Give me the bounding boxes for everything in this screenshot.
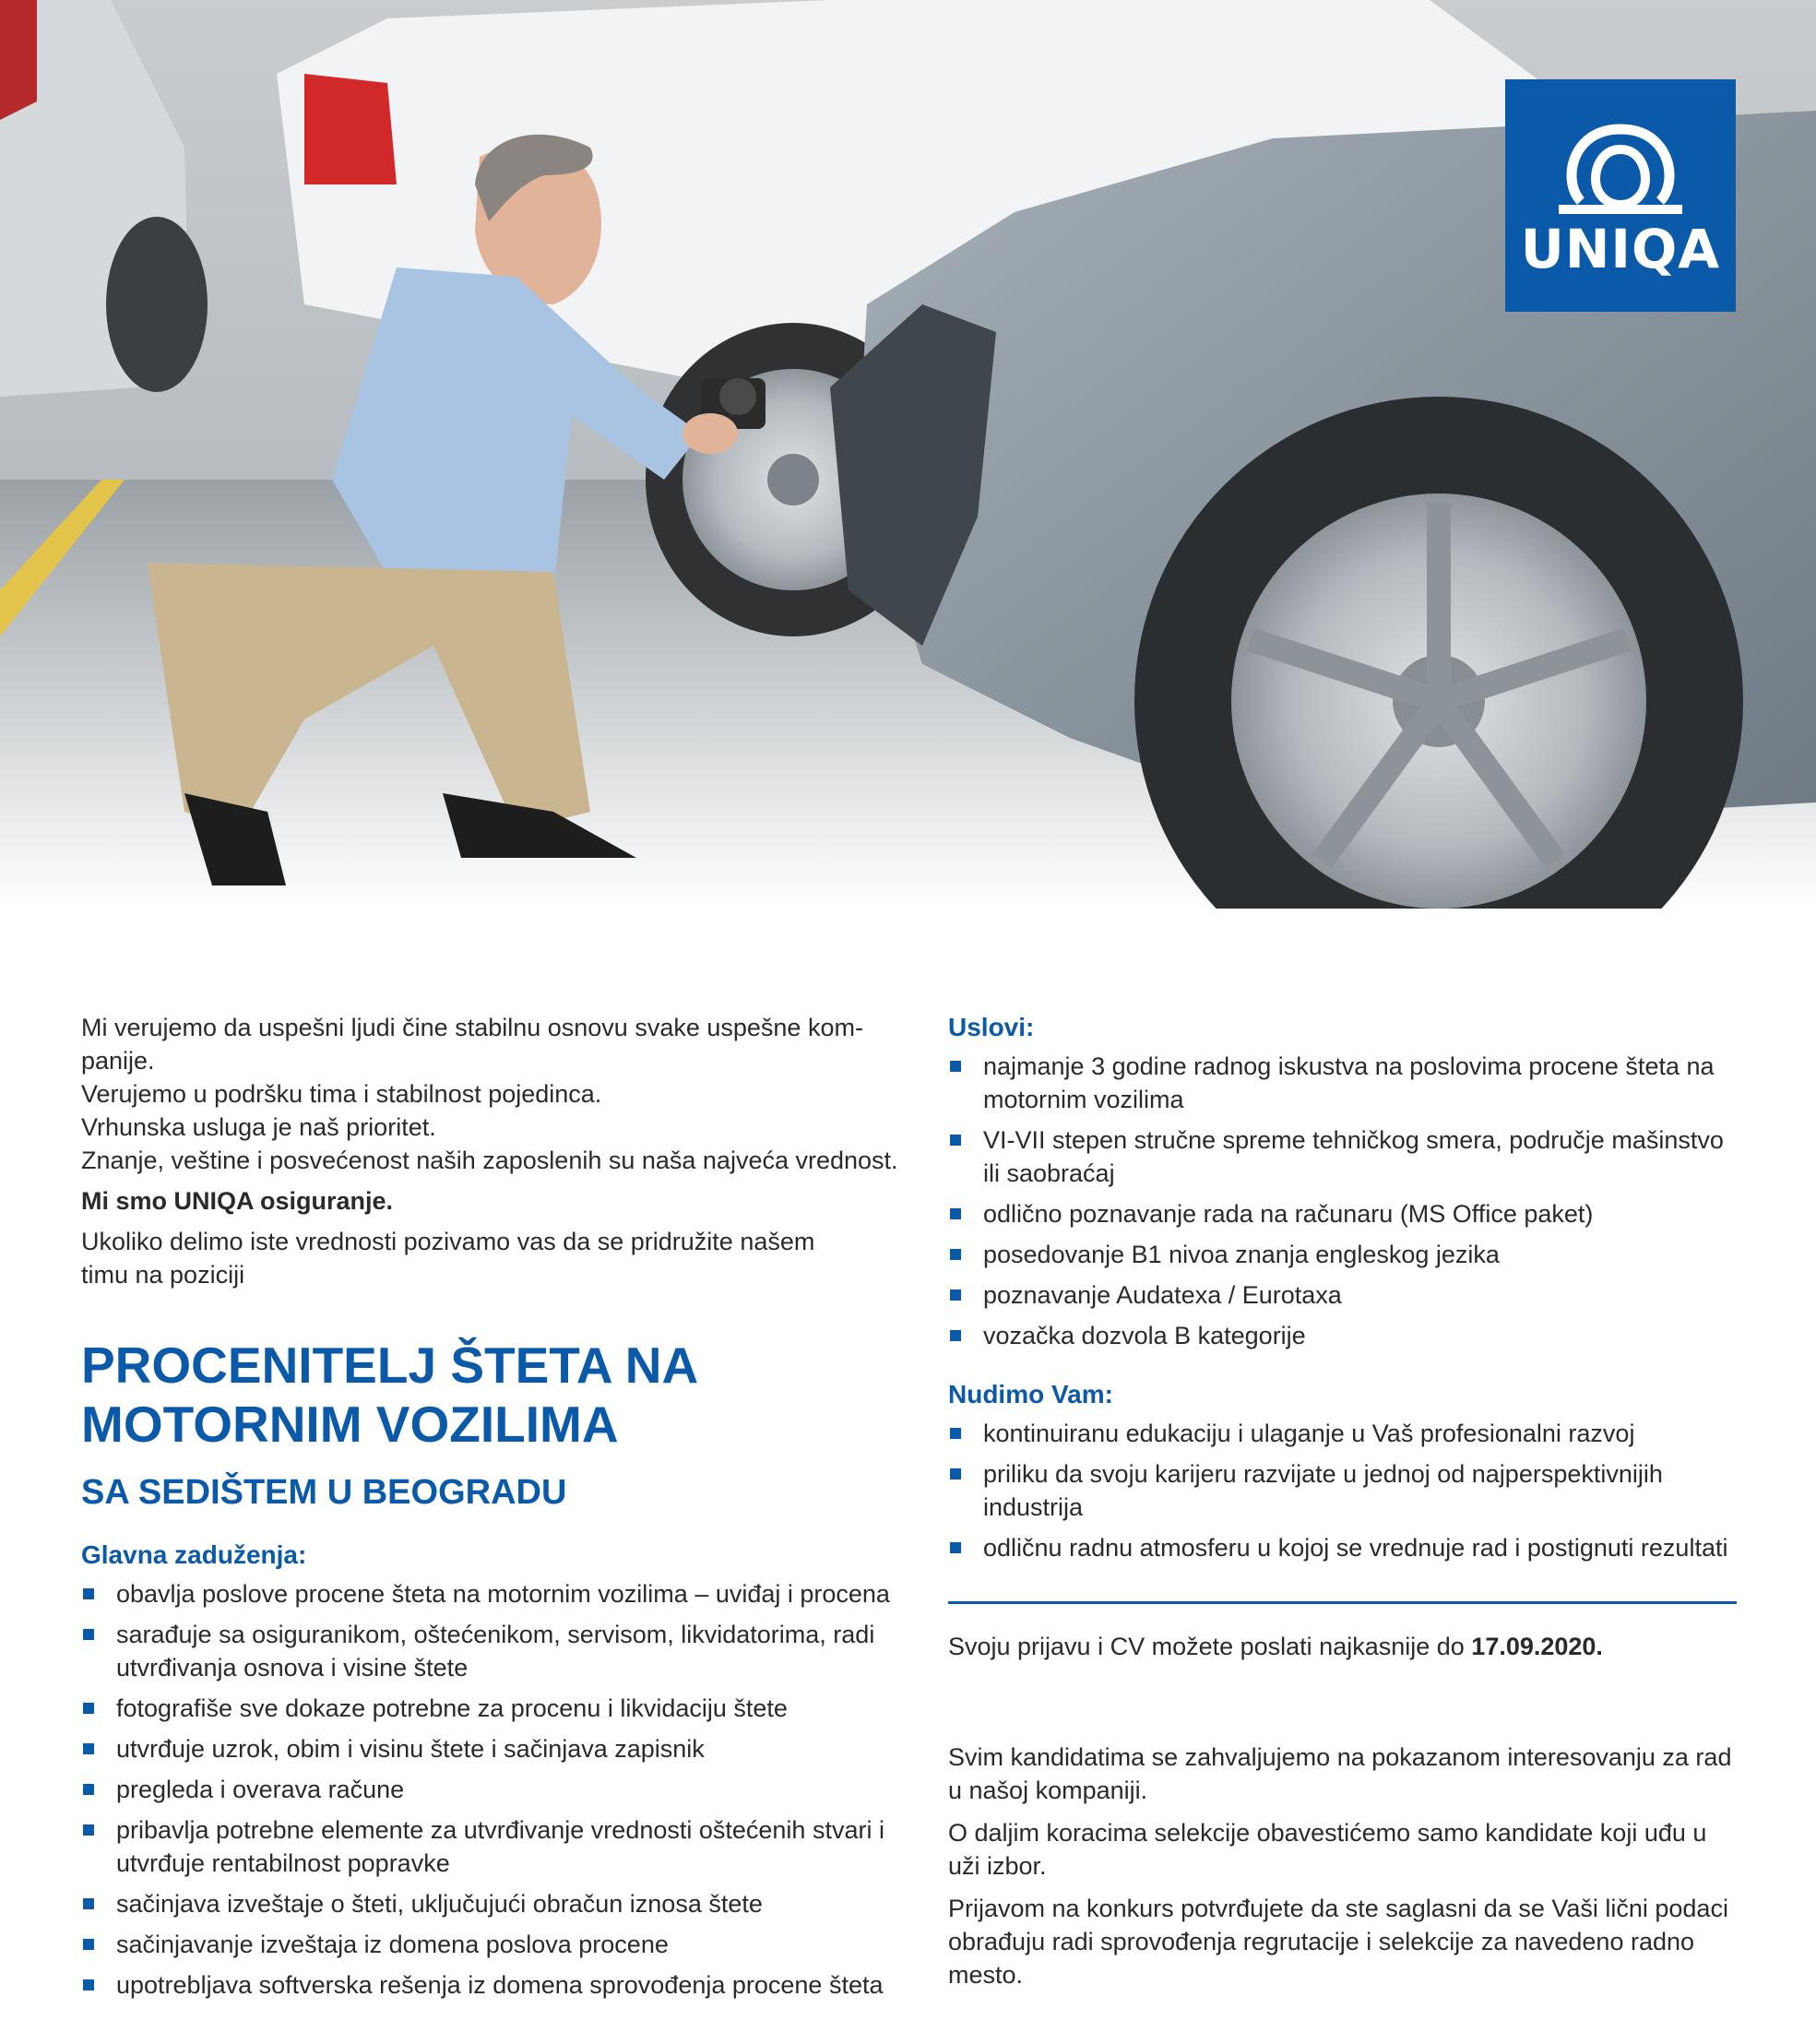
job-title xyxy=(81,1336,911,1454)
invite-line: Ukoliko delimo iste vrednosti pozivamo vas da se pridružite našem xyxy=(81,1228,815,1255)
invite-line: timu na poziciji xyxy=(81,1261,245,1289)
list-item: obavlja poslove procene šteta na motornim vozilima – uviđaj i procena xyxy=(81,1577,911,1610)
list-item: poznavanje Audatexa / Eurotaxa xyxy=(948,1278,1741,1312)
list-item: pribavlja potrebne elemente za utvrđivanje vrednosti oštećenih stvari i utvrđuje rentabilnost popravke xyxy=(81,1813,911,1880)
deadline-text xyxy=(948,1630,1741,1663)
deadline-label: Svoju prijavu i CV možete poslati najkasnije do xyxy=(948,1633,1472,1660)
list-item: upotrebljava softverska rešenja iz domena sprovođenja procene šteta xyxy=(81,1968,911,2002)
closing-paragraph: Prijavom na konkurs potvrđujete da ste saglasni da se Vaši lični podaci obrađuju radi sprovođenja regrutacije i selekcije za navedeno radno mesto. xyxy=(948,1895,1728,1989)
job-location: SA SEDIŠTEM U BEOGRADU xyxy=(81,1473,567,1512)
list-item: priliku da svoju karijeru razvijate u jednoj od najperspektivnijih industrija xyxy=(948,1457,1741,1524)
closing-paragraph: O daljim koracima selekcije obavestićemo samo kandidate koji uđu u uži izbor. xyxy=(948,1819,1707,1880)
job-title-line: MOTORNIM VOZILIMA xyxy=(81,1396,619,1453)
list-item: sačinjava izveštaje o šteti, uključujući obračun iznosa štete xyxy=(81,1887,911,1920)
list-item: kontinuiranu edukaciju i ulaganje u Vaš profesionalni razvoj xyxy=(948,1417,1741,1450)
list-item: fotografiše sve dokaze potrebne za procenu i likvidaciju štete xyxy=(81,1692,911,1725)
deadline-date: 17.09.2020. xyxy=(1471,1633,1603,1660)
list-item: sačinjavanje izveštaja iz domena poslova procene xyxy=(81,1928,911,1961)
list-item: sarađuje sa osiguranikom, oštećenikom, servisom, likvidatorima, radi utvrđivanja osnova i visine štete xyxy=(81,1618,911,1684)
intro-line: Mi verujemo da uspešni ljudi čine stabilnu osnovu svake uspešne kom- xyxy=(81,1014,863,1041)
duties-list xyxy=(81,1577,911,2002)
job-title-line: PROCENITELJ ŠTETA NA xyxy=(81,1337,699,1394)
list-item: posedovanje B1 nivoa znanja engleskog jezika xyxy=(948,1238,1741,1271)
list-item: odlično poznavanje rada na računaru (MS Office paket) xyxy=(948,1197,1741,1230)
list-item: VI-VII stepen stručne spreme tehničkog smera, područje mašinstvo ili saobraćaj xyxy=(948,1123,1741,1190)
offer-heading: Nudimo Vam: xyxy=(948,1380,1113,1408)
intro-text xyxy=(81,1011,911,1291)
duties-heading: Glavna zaduženja: xyxy=(81,1540,307,1569)
uniqa-logo-mark-icon xyxy=(1559,122,1682,214)
company-statement: Mi smo UNIQA osiguranje. xyxy=(81,1187,394,1215)
divider xyxy=(948,1601,1737,1604)
list-item: pregleda i overava račune xyxy=(81,1773,911,1806)
logo-wordmark: UNIQA xyxy=(1520,218,1721,280)
intro-line: panije. xyxy=(81,1047,155,1075)
intro-line: Znanje, veštine i posvećenost naših zaposlenih su naša najveća vrednost. xyxy=(81,1147,898,1174)
offer-list xyxy=(948,1417,1741,1564)
list-item: odličnu radnu atmosferu u kojoj se vrednuje rad i postignuti rezultati xyxy=(948,1531,1741,1564)
list-item: utvrđuje uzrok, obim i visinu štete i sačinjava zapisnik xyxy=(81,1732,911,1765)
closing-paragraph: Svim kandidatima se zahvaljujemo na pokazanom interesovanju za rad u našoj kompaniji. xyxy=(948,1743,1732,1804)
left-column xyxy=(81,1011,911,2009)
intro-line: Vrhunska usluga je naš prioritet. xyxy=(81,1113,436,1141)
requirements-heading: Uslovi: xyxy=(948,1013,1035,1041)
list-item: vozačka dozvola B kategorije xyxy=(948,1319,1741,1352)
intro-line: Verujemo u podršku tima i stabilnost pojedinca. xyxy=(81,1080,602,1108)
closing-text xyxy=(948,1741,1741,1991)
list-item: najmanje 3 godine radnog iskustva na poslovima procene šteta na motornim vozilima xyxy=(948,1050,1741,1116)
right-column xyxy=(948,1011,1741,2001)
uniqa-logo xyxy=(1505,79,1736,312)
requirements-list xyxy=(948,1050,1741,1352)
